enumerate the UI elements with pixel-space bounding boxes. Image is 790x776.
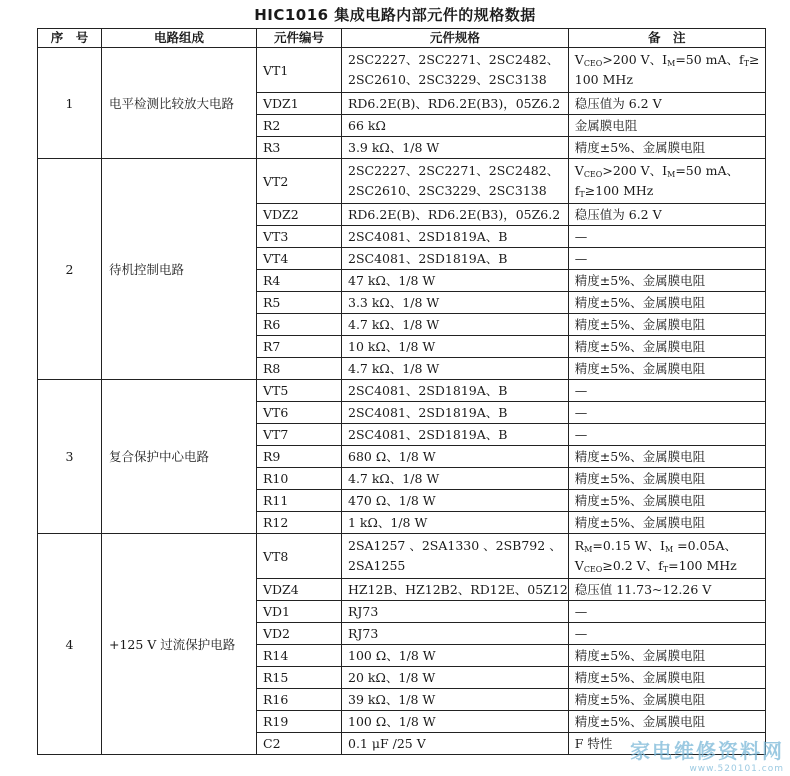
component-spec [342,358,569,380]
spec-line: 39 kΩ、1/8 W [348,692,436,707]
component-note [568,204,765,226]
component-id: R2 [257,115,342,137]
watermark [630,735,784,774]
note-line: 精度±5%、金属膜电阻 [574,515,706,530]
component-id: R19 [257,711,342,733]
component-id: VT8 [257,534,342,579]
group-seq: 4 [38,534,102,755]
component-note [568,358,765,380]
component-note [568,645,765,667]
spec-line: 20 kΩ、1/8 W [348,670,436,685]
table-row [38,48,766,93]
component-spec [342,159,569,204]
component-note [568,468,765,490]
header-row [38,29,766,48]
component-id: R6 [257,314,342,336]
spec-line: 2SC4081、2SD1819A、B [348,427,508,442]
component-id: R16 [257,689,342,711]
spec-line: 2SA1255 [348,558,406,573]
component-note [568,292,765,314]
component-spec [342,689,569,711]
note-line: 精度±5%、金属膜电阻 [574,317,706,332]
component-note [568,424,765,446]
component-note [568,490,765,512]
spec-line: 2SC4081、2SD1819A、B [348,383,508,398]
group-seq: 1 [38,48,102,159]
note-line: — [574,626,588,641]
component-note [568,336,765,358]
component-spec [342,292,569,314]
header-spec: 元件规格 [342,29,569,48]
spec-line: 47 kΩ、1/8 W [348,273,436,288]
spec-line: 100 Ω、1/8 W [348,714,436,729]
spec-line: 2SC2227、2SC2271、2SC2482、 [348,52,560,67]
component-note [568,248,765,270]
spec-line: RJ73 [348,626,379,641]
component-spec [342,512,569,534]
component-id: R12 [257,512,342,534]
spec-line: RJ73 [348,604,379,619]
header-seq: 序 号 [38,29,102,48]
spec-line: 2SC4081、2SD1819A、B [348,405,508,420]
component-note [568,623,765,645]
spec-line: 100 Ω、1/8 W [348,648,436,663]
component-note [568,137,765,159]
component-id: VT3 [257,226,342,248]
component-id: R8 [257,358,342,380]
component-spec [342,115,569,137]
note-line: — [574,251,588,266]
component-note [568,115,765,137]
spec-line: 4.7 kΩ、1/8 W [348,361,440,376]
note-line: 精度±5%、金属膜电阻 [574,670,706,685]
table-body [38,48,766,755]
watermark-text: 家电维修资料网 [630,739,784,763]
spec-line: 2SC2227、2SC2271、2SC2482、 [348,163,560,178]
component-note [568,270,765,292]
group-circuit: 待机控制电路 [102,159,257,380]
note-line: 稳压值 11.73~12.26 V [574,582,712,597]
component-spec [342,667,569,689]
spec-line: 0.1 μF /25 V [348,736,426,751]
spec-table [37,28,766,755]
group-circuit: 复合保护中心电路 [102,380,257,534]
spec-line: 4.7 kΩ、1/8 W [348,317,440,332]
component-spec [342,468,569,490]
note-line: — [574,383,588,398]
component-note [568,380,765,402]
note-line: $V_{CEO}>200$ V、$I_M=50$ mA、$f_T\ge$ [574,52,760,68]
component-spec [342,93,569,115]
component-id: VT1 [257,48,342,93]
note-line: F 特性 [574,736,613,751]
component-note [568,159,765,204]
spec-line: 2SC2610、2SC3229、2SC3138 [348,72,547,87]
spec-line: 2SC2610、2SC3229、2SC3138 [348,183,547,198]
spec-line: 10 kΩ、1/8 W [348,339,436,354]
component-spec [342,623,569,645]
table-title: HIC1016 集成电路内部元件的规格数据 [254,6,536,24]
component-spec [342,711,569,733]
spec-line: 2SC4081、2SD1819A、B [348,251,508,266]
spec-line: RD6.2E(B)、RD6.2E(B3)，05Z6.2 [348,96,561,111]
component-spec [342,380,569,402]
component-note [568,226,765,248]
component-id: R15 [257,667,342,689]
component-spec [342,424,569,446]
note-line: 精度±5%、金属膜电阻 [574,493,706,508]
component-id: VD1 [257,601,342,623]
note-line: 金属膜电阻 [574,118,638,133]
component-spec [342,314,569,336]
spec-line: 470 Ω、1/8 W [348,493,436,508]
component-spec [342,601,569,623]
note-line: 稳压值为 6.2 V [574,96,662,111]
component-spec [342,137,569,159]
component-note [568,601,765,623]
table-row [38,159,766,204]
note-line: — [574,229,588,244]
note-line: 精度±5%、金属膜电阻 [574,361,706,376]
component-id: VT6 [257,402,342,424]
spec-line: 1 kΩ、1/8 W [348,515,428,530]
note-line: 精度±5%、金属膜电阻 [574,714,706,729]
component-spec [342,402,569,424]
component-note [568,314,765,336]
component-id: R11 [257,490,342,512]
group-circuit: +125 V 过流保护电路 [102,534,257,755]
component-note [568,93,765,115]
group-seq: 2 [38,159,102,380]
note-line: $f_T\ge 100$ MHz [574,183,654,199]
component-id: C2 [257,733,342,755]
component-note [568,402,765,424]
component-note [568,667,765,689]
component-spec [342,336,569,358]
note-line: 稳压值为 6.2 V [574,207,662,222]
header-circuit: 电路组成 [102,29,257,48]
spec-line: 2SC4081、2SD1819A、B [348,229,508,244]
component-id: VT7 [257,424,342,446]
component-note [568,711,765,733]
group-circuit: 电平检测比较放大电路 [102,48,257,159]
header-component-id: 元件编号 [257,29,342,48]
header-note: 备 注 [568,29,765,48]
group-seq: 3 [38,380,102,534]
table-row [38,380,766,402]
component-spec [342,446,569,468]
component-spec [342,534,569,579]
component-id: R7 [257,336,342,358]
component-id: VDZ1 [257,93,342,115]
watermark-url: www.520101.com [689,764,784,774]
component-id: R3 [257,137,342,159]
note-line: — [574,427,588,442]
spec-line: RD6.2E(B)、RD6.2E(B3)，05Z6.2 [348,207,561,222]
spec-line: 680 Ω、1/8 W [348,449,436,464]
component-note [568,512,765,534]
note-line: $V_{CEO}\ge 0.2$ V、$f_T=100$ MHz [574,558,737,574]
component-id: R14 [257,645,342,667]
component-id: VDZ4 [257,579,342,601]
note-line: 精度±5%、金属膜电阻 [574,648,706,663]
component-spec [342,270,569,292]
note-line: — [574,604,588,619]
component-spec [342,645,569,667]
component-note [568,446,765,468]
component-spec [342,226,569,248]
spec-line: 3.9 kΩ、1/8 W [348,140,440,155]
component-note [568,689,765,711]
spec-line: 66 kΩ [348,118,386,133]
component-id: VT4 [257,248,342,270]
component-note [568,579,765,601]
component-spec [342,248,569,270]
note-line: 精度±5%、金属膜电阻 [574,339,706,354]
note-line: 精度±5%、金属膜电阻 [574,140,706,155]
note-line: $R_M=0.15$ W、$I_M =0.05A$、 [574,538,737,554]
component-id: VT2 [257,159,342,204]
table-row [38,534,766,579]
component-spec [342,579,569,601]
spec-line: 2SA1257 、2SA1330 、2SB792 、 [348,538,562,553]
note-line: 精度±5%、金属膜电阻 [574,692,706,707]
component-spec [342,733,569,755]
note-line: — [574,405,588,420]
note-line: $V_{CEO}>200$ V、$I_M=50$ mA、 [574,163,740,179]
component-spec [342,490,569,512]
component-note [568,534,765,579]
note-line: 精度±5%、金属膜电阻 [574,449,706,464]
component-id: R10 [257,468,342,490]
component-id: R4 [257,270,342,292]
spec-line: HZ12B、HZ12B2、RD12E、05Z12 [348,582,568,597]
note-line: 100 MHz [574,72,633,87]
component-id: VDZ2 [257,204,342,226]
component-id: R9 [257,446,342,468]
spec-line: 4.7 kΩ、1/8 W [348,471,440,486]
note-line: 精度±5%、金属膜电阻 [574,471,706,486]
component-spec [342,204,569,226]
note-line: 精度±5%、金属膜电阻 [574,273,706,288]
note-line: 精度±5%、金属膜电阻 [574,295,706,310]
component-id: VD2 [257,623,342,645]
spec-line: 3.3 kΩ、1/8 W [348,295,440,310]
component-id: R5 [257,292,342,314]
component-id: VT5 [257,380,342,402]
component-note [568,48,765,93]
component-spec [342,48,569,93]
